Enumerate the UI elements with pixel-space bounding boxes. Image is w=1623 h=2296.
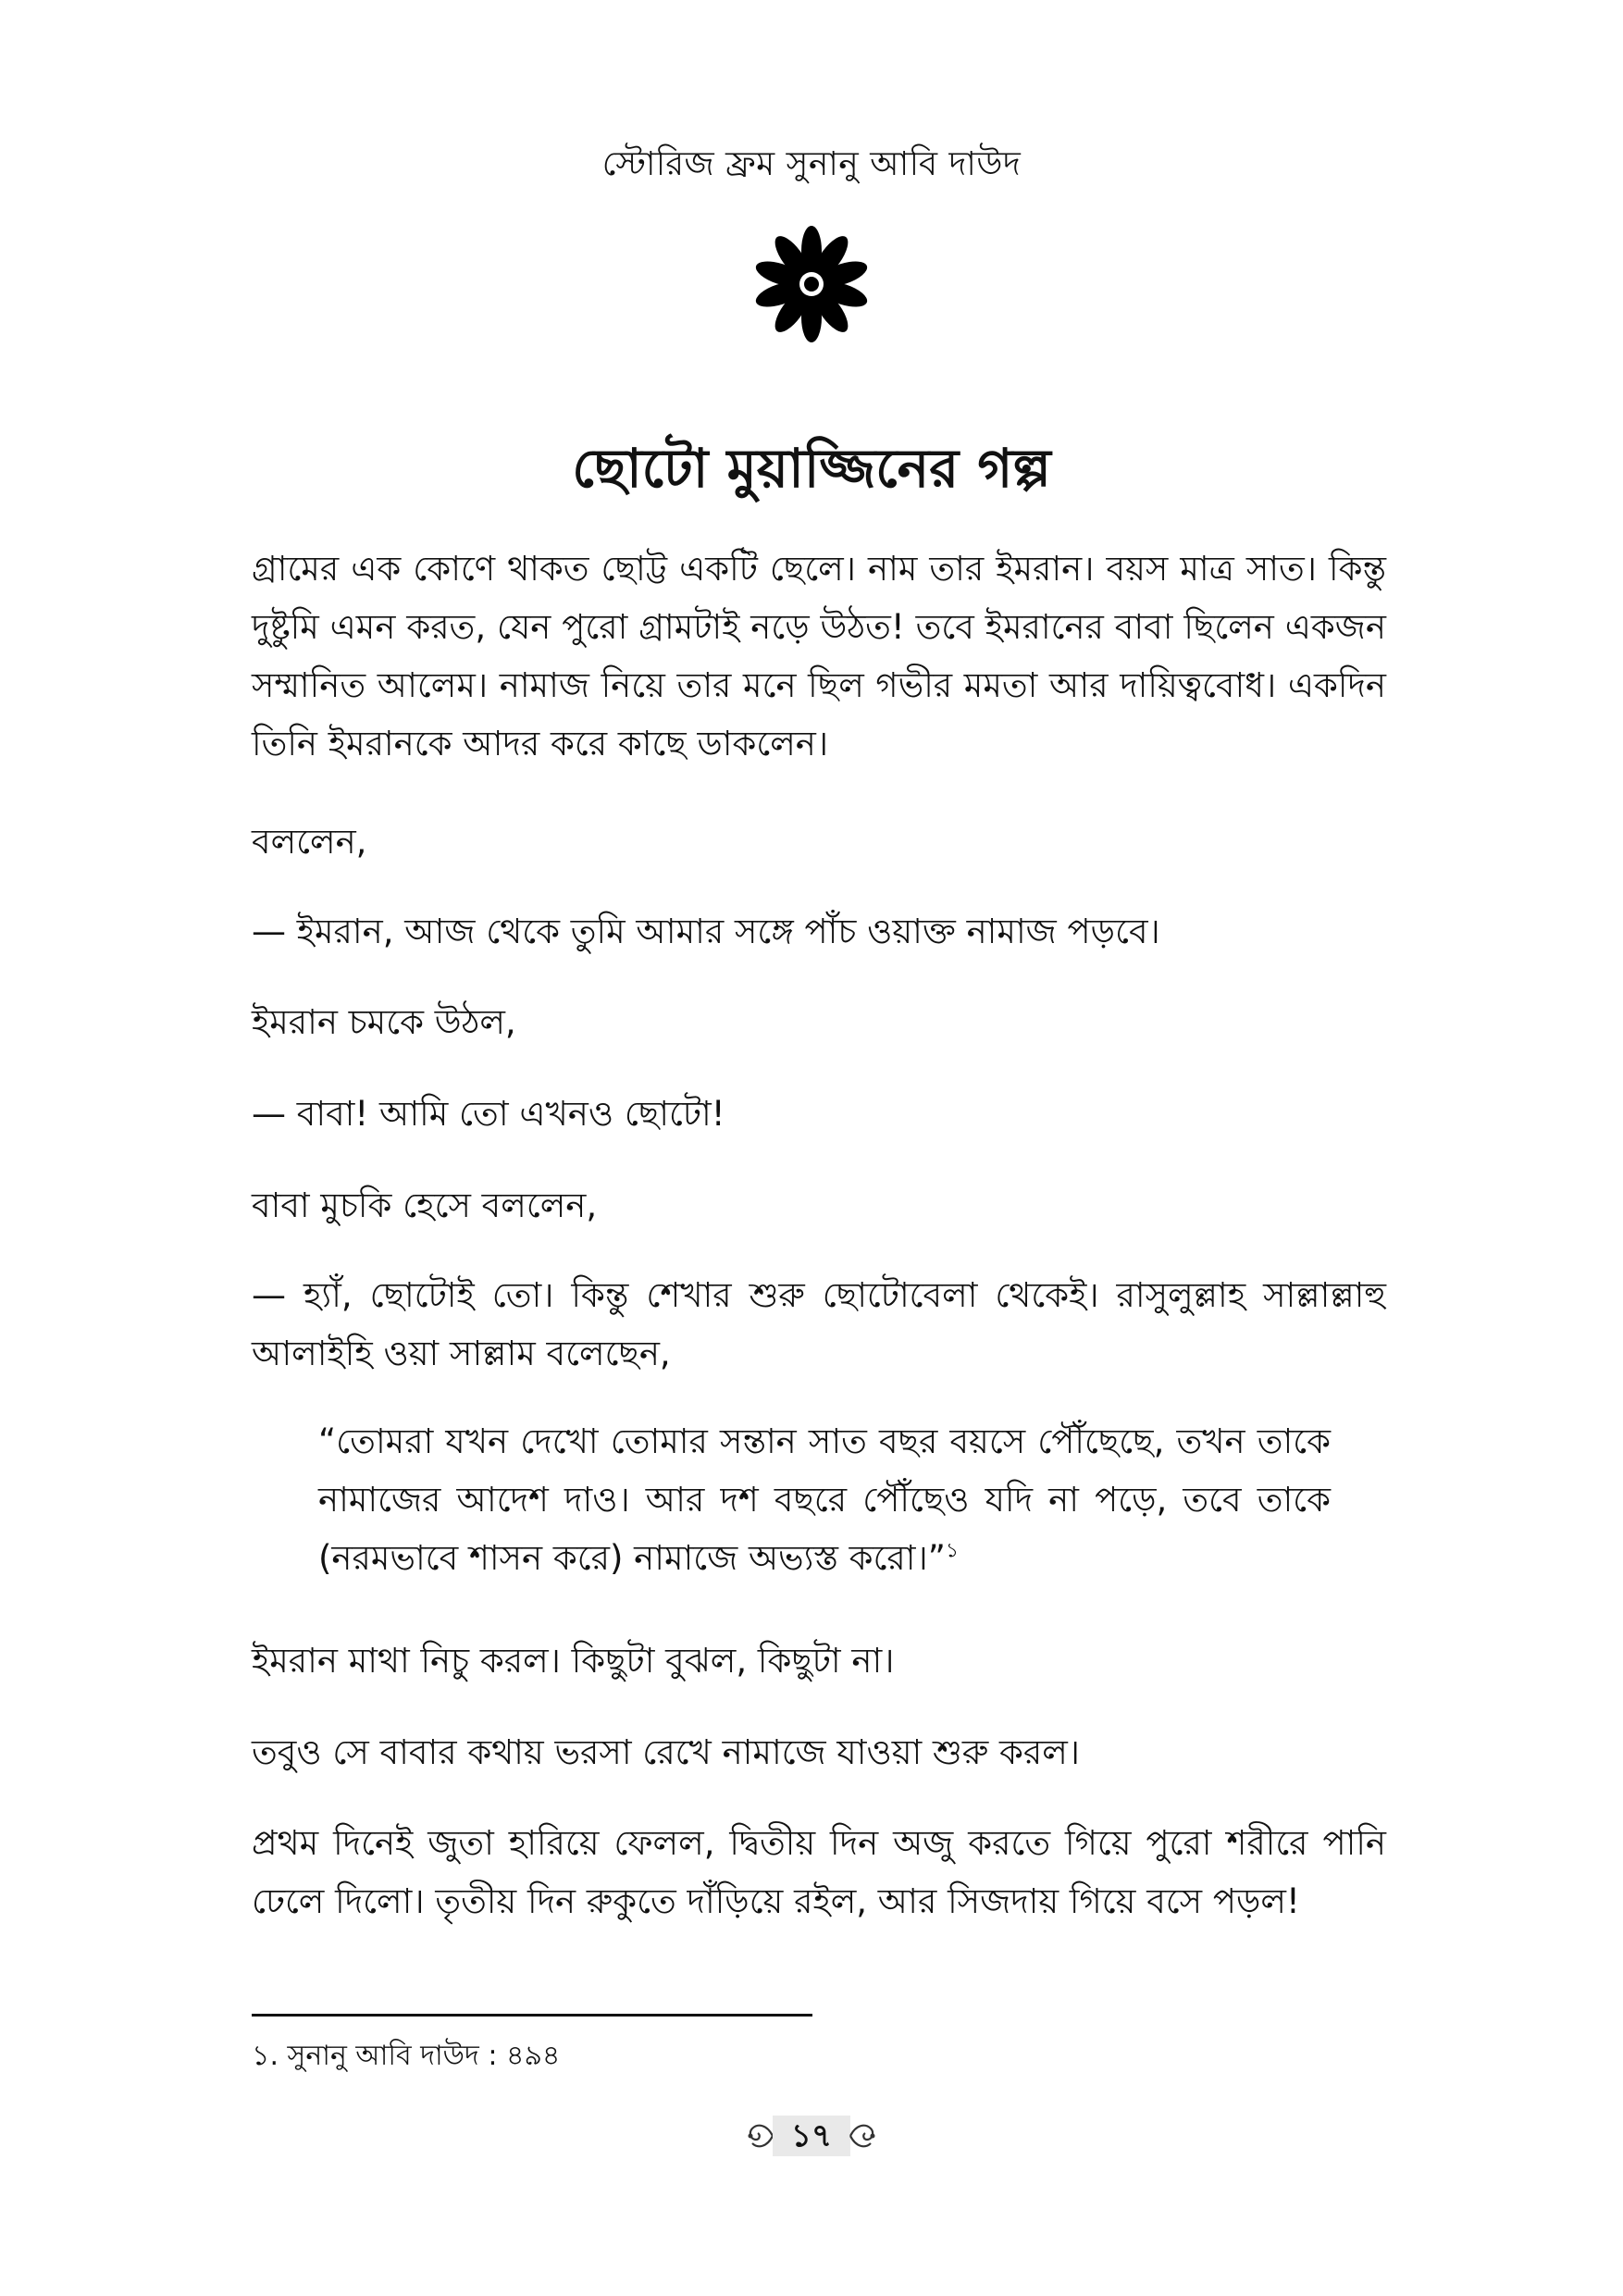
paragraph-smiled: বাবা মুচকি হেসে বললেন, [252,1185,598,1225]
footnote: ১. সুনানু আবি দাউদ : ৪৯৪ [252,2040,561,2072]
right-scroll-ornament-icon [849,2116,876,2156]
body-paragraph-7 [252,1266,1386,1383]
paragraph-trust: তবুও সে বাবার কথায় ভরসা রেখে নামাজে যাওয়া শুরু করল। [252,1732,1081,1772]
dialogue-line: — ইমরান, আজ থেকে তুমি আমার সঙ্গে পাঁচ ওয়াক্ত নামাজ পড়বে। [252,912,1160,951]
paragraph-startled: ইমরান চমকে উঠল, [252,1002,516,1042]
dialogue-line: — বাবা! আমি তো এখনও ছোটো! [252,1094,725,1134]
hadith-quote [318,1412,1331,1587]
dialogue-line: — হ্যাঁ, ছোটোই তো। কিন্তু শেখার শুরু ছোটোবেলা থেকেই। রাসুলুল্লাহ সাল্লাল্লাহু আলাইহি ওয়া সাল্লাম বলেছেন, [252,1275,1386,1373]
body-paragraph-6 [252,1176,1386,1235]
left-scroll-ornament-icon [747,2116,774,2156]
paragraph-said: বললেন, [252,822,367,862]
body-paragraph-2 [252,813,1386,871]
page-number-badge [747,2110,876,2162]
paragraph-bowed: ইমরান মাথা নিচু করল। কিছুটা বুঝল, কিছুটা না। [252,1641,895,1681]
body-paragraph-9 [252,1723,1386,1781]
body-paragraph-1 [252,540,1386,773]
paragraph-mishaps: প্রথম দিনেই জুতা হারিয়ে ফেলল, দ্বিতীয় দিন অজু করতে গিয়ে পুরো শরীরে পানি ঢেলে দিলো। তৃতীয় দিন রুকুতে দাঁড়িয়ে রইল, আর সিজদায় গিয়ে বসে পড়ল! [252,1823,1386,1921]
running-header: স্টোরিজ ফ্রম সুনানু আবি দাউদ [601,145,1022,183]
page-number: ১৭ [790,2117,833,2154]
body-paragraph-10 [252,1814,1386,1930]
flower-ornament-icon [751,224,872,344]
body-paragraph-8 [252,1632,1386,1690]
body-paragraph-5 [252,1085,1386,1143]
story-title: ছোটো মুয়াজ্জিনের গল্প [572,437,1051,500]
paragraph-intro: গ্রামের এক কোণে থাকত ছোট্ট একটি ছেলে। নাম তার ইমরান। বয়স মাত্র সাত। কিন্তু দুষ্টুমি এমন করত, যেন পুরো গ্রামটাই নড়ে উঠত! তবে ইমরানের বাবা ছিলেন একজন সম্মানিত আলেম। নামাজ নিয়ে তার মনে ছিল গভীর মমতা আর দায়িত্ববোধ। একদিন তিনি ইমরানকে আদর করে কাছে ডাকলেন। [252,549,1386,763]
quote-text: “তোমরা যখন দেখো তোমার সন্তান সাত বছর বয়সে পৌঁছেছে, তখন তাকে নামাজের আদেশ দাও। আর দশ বছরে পৌঁছেও যদি না পড়ে, তবে তাকে (নরমভাবে শাসন করে) নামাজে অভ্যস্ত করো।” [318,1421,1331,1578]
footnote-divider [252,2014,812,2017]
footnote-marker[interactable]: ১ [945,1539,960,1563]
body-paragraph-4 [252,993,1386,1051]
body-paragraph-3 [252,902,1386,961]
